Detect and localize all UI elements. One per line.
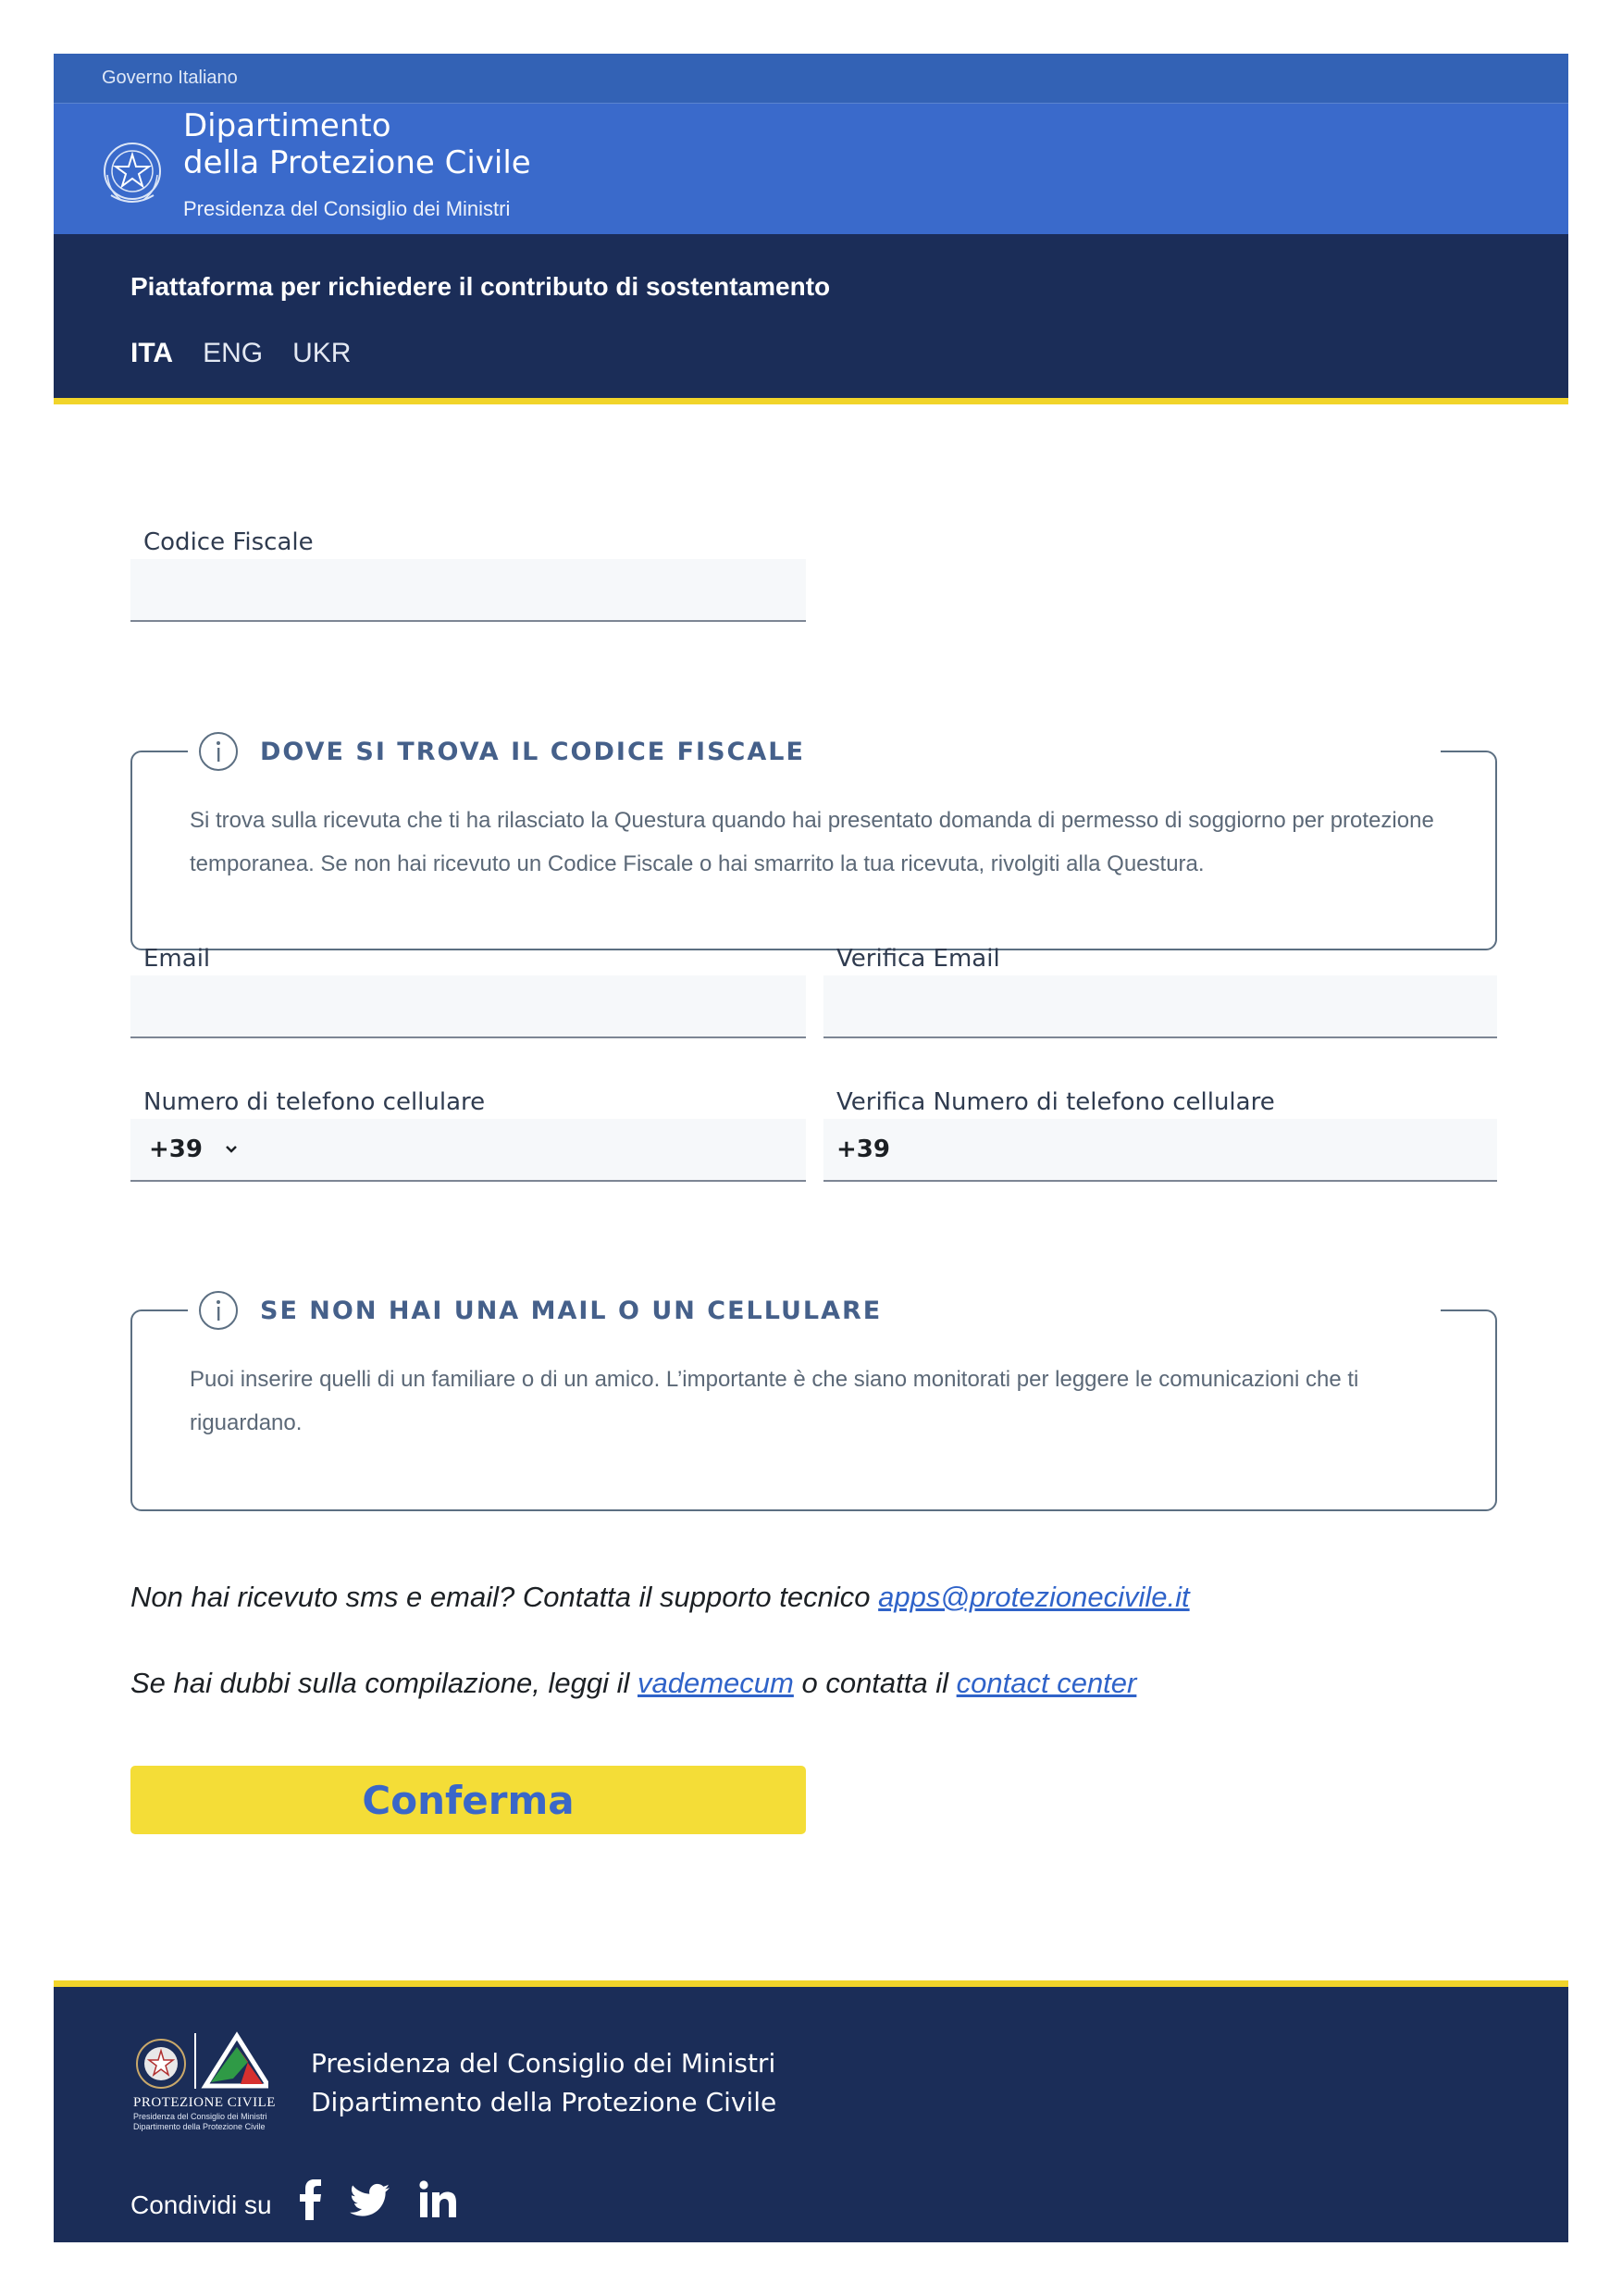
info-contact-title: SE NON HAI UNA MAIL O UN CELLULARE [260,1296,883,1325]
share-label: Condividi su [130,2191,272,2219]
phone-label: Numero di telefono cellulare [143,1088,486,1116]
email-label: Email [143,945,211,973]
gov-label[interactable]: Governo Italiano [102,68,238,88]
language-switch [130,338,351,369]
info-contact [130,1296,1497,1511]
phone-prefix-select[interactable] [130,1136,246,1163]
info-icon [197,730,240,773]
footer [54,1980,1568,2242]
verify-email-label: Verifica Email [836,945,1000,973]
linkedin-icon[interactable] [418,2179,459,2220]
info-codice-title: DOVE SI TROVA IL CODICE FISCALE [260,737,805,766]
page [54,54,1568,2219]
verify-email-field [823,942,1497,1038]
chevron-down-icon [225,1145,238,1154]
department-subtitle: Presidenza del Consiglio dei Ministri [183,197,511,220]
government-bar [54,54,1568,104]
phone-field [130,1086,806,1182]
phone-prefix: +39 [149,1136,203,1163]
platform-title: Piattaforma per richiedere il contributo di sostentamento [130,272,831,301]
footer-logo-subtitle: Presidenza del Consiglio dei Ministri Dipartimento della Protezione Civile [133,2112,267,2131]
vademecum-link[interactable]: vademecum [638,1667,794,1699]
verify-email-input[interactable] [823,975,1497,1038]
verify-phone-input-group [823,1119,1497,1182]
phone-input-group [130,1119,806,1182]
codice-fiscale-label: Codice Fiscale [143,528,314,556]
footer-logo-title: PROTEZIONE CIVILE [133,2095,276,2110]
codice-fiscale-field [130,526,806,622]
info-contact-text: Puoi inserire quelli di un familiare o di un amico. L’importante è che siano monitorati per leggere le comunicazioni che ti riguardano. [190,1367,1359,1435]
email-field [130,942,806,1038]
verify-phone-prefix: +39 [836,1136,890,1163]
department-name[interactable]: Dipartimento della Protezione Civile [183,107,531,181]
email-input[interactable] [130,975,806,1038]
emblem-icon [102,138,163,208]
info-icon [197,1289,240,1332]
lang-ita[interactable]: ITA [130,338,174,368]
verify-phone-field [823,1086,1497,1182]
verify-phone-input[interactable] [929,1118,1497,1181]
phone-input[interactable] [246,1118,806,1181]
support-line-2: Se hai dubbi sulla compilazione, leggi il vademecum o contatta il contact center [130,1667,1137,1699]
contact-center-link[interactable]: contact center [956,1667,1137,1699]
info-codice-fiscale [130,737,1497,950]
facebook-icon[interactable] [291,2179,331,2220]
lang-ukr[interactable]: UKR [292,338,352,368]
twitter-icon[interactable] [350,2179,390,2220]
confirm-button[interactable]: Conferma [130,1766,806,1834]
verify-phone-label: Verifica Numero di telefono cellulare [836,1088,1275,1116]
platform-bar [54,234,1568,404]
lang-eng[interactable]: ENG [203,338,264,368]
footer-organization: Presidenza del Consiglio dei Ministri Dipartimento della Protezione Civile [311,2048,777,2117]
department-bar [54,104,1568,234]
support-email-link[interactable]: apps@protezionecivile.it [878,1581,1190,1613]
support-line-1: Non hai ricevuto sms e email? Contatta il supporto tecnico apps@protezionecivile.it [130,1581,1190,1613]
codice-fiscale-input[interactable] [130,559,806,622]
info-codice-text: Si trova sulla ricevuta che ti ha rilasciato la Questura quando hai presentato domanda di permesso di soggiorno per protezione temporanea. Se non hai ricevuto un Codice Fiscale o hai smarrito la tua ricevuta, rivolgiti alla Questura. [190,808,1434,876]
